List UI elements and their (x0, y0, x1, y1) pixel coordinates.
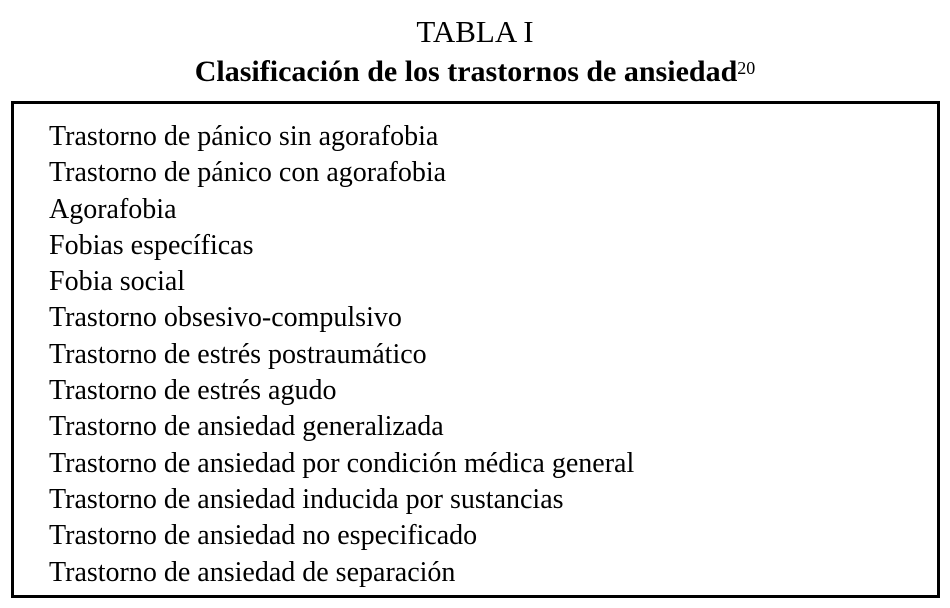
list-item: Fobia social (49, 266, 186, 298)
list-item: Trastorno de ansiedad inducida por sustancias (49, 483, 564, 515)
table-box (11, 101, 940, 598)
list-item: Trastorno de pánico con agorafobia (49, 157, 447, 189)
reference-superscript: 20 (737, 58, 756, 78)
table-label: TABLA I (416, 14, 534, 49)
list-item: Agorafobia (49, 193, 177, 225)
disorder-list (49, 119, 634, 591)
list-item: Trastorno de pánico sin agorafobia (49, 121, 439, 152)
list-item: Trastorno de estrés agudo (49, 375, 337, 407)
list-item: Trastorno de ansiedad de separación (49, 556, 456, 588)
list-item: Trastorno de ansiedad no especificado (49, 520, 478, 552)
list-item: Trastorno de ansiedad por condición médica general (49, 447, 635, 479)
list-item: Trastorno obsesivo-compulsivo (49, 302, 402, 334)
list-item: Trastorno de ansiedad generalizada (49, 411, 444, 443)
table-title-text: Clasificación de los trastornos de ansiedad (194, 55, 738, 88)
list-item: Trastorno de estrés postraumático (49, 338, 427, 370)
list-item: Fobias específicas (49, 229, 254, 261)
table-title (0, 54, 950, 90)
